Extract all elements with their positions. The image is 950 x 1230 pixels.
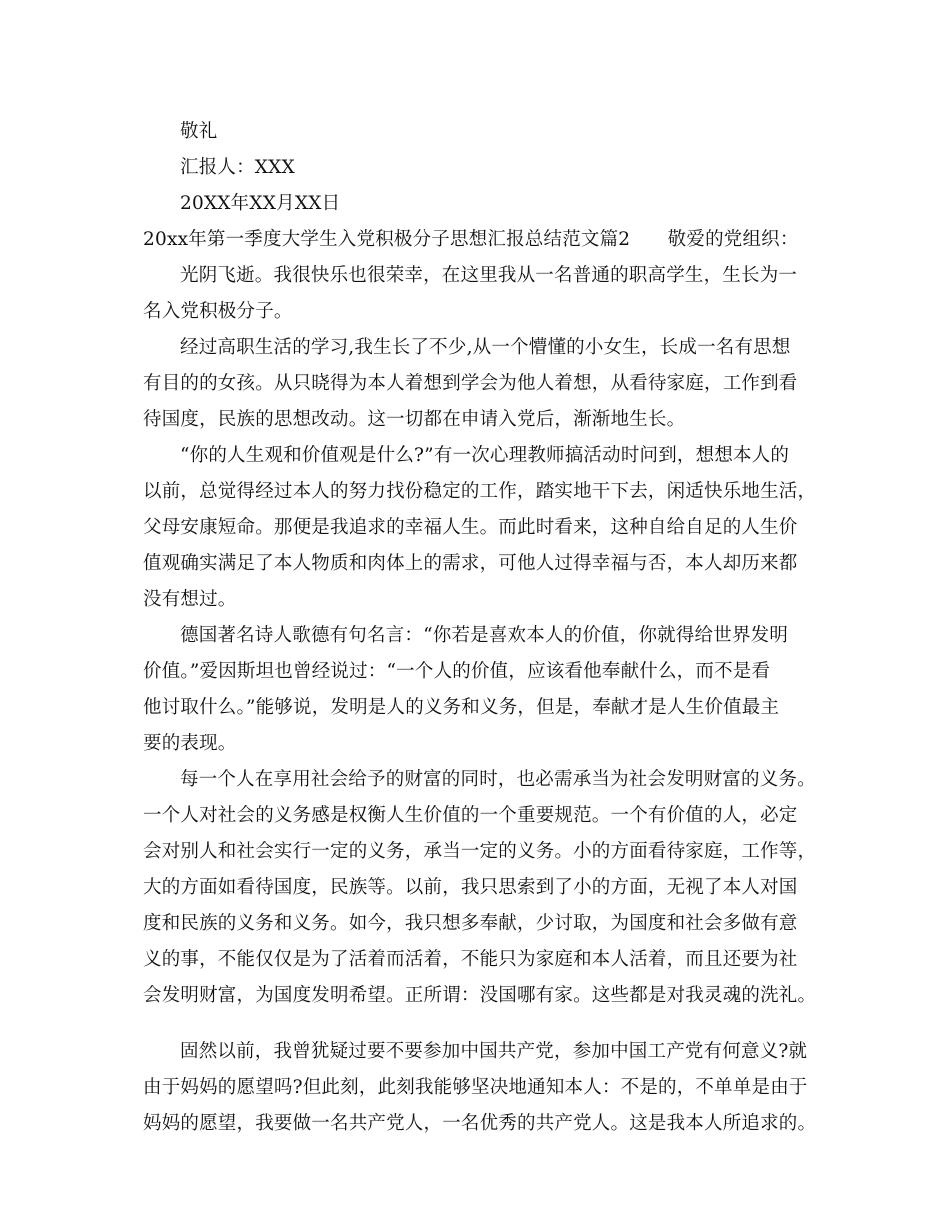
paragraph-line: 会对别人和社会实行一定的义务，承当一定的义务。小的方面看待家庭，工作等， [143,841,817,862]
paragraph-line: 没有想过。 [143,589,237,610]
reporter-line: 汇报人：XXX [180,157,295,178]
paragraph-line: 以前，总觉得经过本人的努力找份稳定的工作，踏实地干下去，闲适快乐地生活， [143,481,817,502]
paragraph-line: 固然以前，我曾犹疑过要不要参加中国共产党，参加中国工产党有何意义?就 [180,1041,808,1062]
paragraph-line: 妈妈的愿望，我要做一名共产党人，一名优秀的共产党人。这是我本人所追求的。 [143,1113,817,1134]
paragraph-line: 有目的的女孩。从只晓得为本人着想到学会为他人着想，从看待家庭，工作到看 [143,373,798,394]
paragraph-line: 父母安康短命。那便是我追求的幸福人生。而此时看来，这种自给自足的人生价 [143,517,798,538]
paragraph-line: 经过高职生活的学习,我生长了不少,从一个懵懂的小女生，长成一名有思想 [180,337,791,358]
paragraph-line: 一个人对社会的义务感是权衡人生价值的一个重要规范。一个有价值的人，必定 [143,805,798,826]
paragraph-line: 名入党积极分子。 [143,301,293,322]
paragraph-line: 度和民族的义务和义务。如今，我只想多奉献，少讨取，为国度和社会多做有意 [143,913,798,934]
paragraph-line: 光阴飞逝。我很快乐也很荣幸，在这里我从一名普通的职高学生，生长为一 [180,265,798,286]
paragraph-line: 价值。”爱因斯坦也曾经说过：“一个人的价值，应该看他奉献什么，而不是看 [143,661,771,682]
paragraph-line: 待国度，民族的思想改动。这一切都在申请入党后，渐渐地生长。 [143,409,686,430]
section-heading: 20xx年第一季度大学生入党积极分子思想汇报总结范文篇2 敬爱的党组织： [143,229,799,250]
closing-salute: 敬礼 [180,121,218,142]
report-date: 20XX年XX月XX日 [180,193,341,214]
paragraph-line: 值观确实满足了本人物质和肉体上的需求，可他人过得幸福与否，本人却历来都 [143,553,798,574]
paragraph-line: 德国著名诗人歌德有句名言：“你若是喜欢本人的价值，你就得给世界发明 [180,625,789,646]
paragraph-line: 他讨取什么。”能够说，发明是人的义务和义务，但是，奉献才是人生价值最主 [143,697,780,718]
paragraph-line: 要的表现。 [143,733,237,754]
paragraph-line: 大的方面如看待国度，民族等。以前，我只思索到了小的方面，无视了本人对国 [143,877,798,898]
paragraph-line: “你的人生观和价值观是什么?”有一次心理教师搞活动时问到，想想本人的 [180,445,790,466]
paragraph-line: 每一个人在享用社会给予的财富的同时，也必需承当为社会发明财富的义务。 [180,769,816,790]
paragraph-line: 会发明财富，为国度发明希望。正所谓：没国哪有家。这些都是对我灵魂的洗礼。 [143,985,817,1006]
paragraph-line: 由于妈妈的愿望吗?但此刻，此刻我能够坚决地通知本人：不是的，不单单是由于 [143,1077,808,1098]
paragraph-line: 义的事，不能仅仅是为了活着而活着，不能只为家庭和本人活着，而且还要为社 [143,949,798,970]
